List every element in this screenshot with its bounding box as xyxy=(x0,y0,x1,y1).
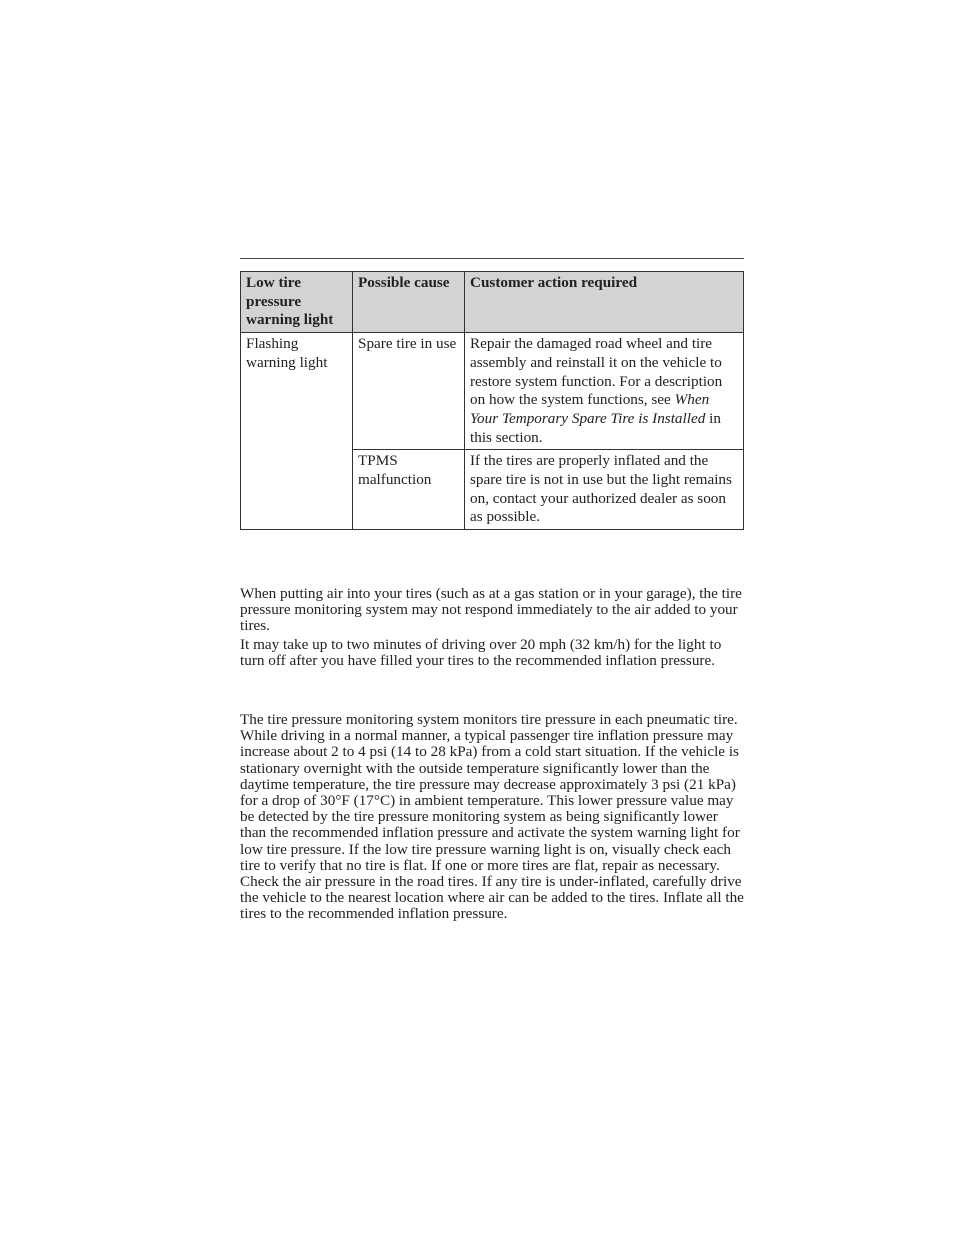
header-customer-action: Customer action required xyxy=(465,272,744,333)
header-warning-light: Low tire pressure warning light xyxy=(241,272,353,333)
top-rule xyxy=(240,258,744,259)
action-text: Repair the damaged road wheel and tire assembly and reinstall it on the vehicle to restore system function. For a description on how the system functions, see xyxy=(470,335,723,409)
action-cell xyxy=(465,333,744,450)
tpms-warning-table xyxy=(240,271,744,530)
table-header-row xyxy=(241,272,744,333)
cause-cell: Spare tire in use xyxy=(353,333,465,450)
section-reference: When Your Temporary Spare Tire is Installed xyxy=(470,391,710,427)
warning-light-cell: Flashing warning light xyxy=(241,333,353,530)
action-cell: If the tires are properly inflated and the spare tire is not in use but the light remains on, contact your authorized dealer as soon as possible. xyxy=(465,450,744,530)
action-text-end: in this section. xyxy=(470,409,721,446)
paragraph-light-off: It may take up to two minutes of driving over 20 mph (32 km/h) for the light to turn off after you have filled your tires to the recommended inflation pressure. xyxy=(240,636,722,670)
paragraph-air-fill: When putting air into your tires (such as at a gas station or in your garage), the tire pressure monitoring system may not respond immediately to the air added to your tires. xyxy=(240,585,742,635)
cause-cell: TPMS malfunction xyxy=(353,450,465,530)
header-possible-cause: Possible cause xyxy=(353,272,465,333)
paragraph-temperature: The tire pressure monitoring system monitors tire pressure in each pneumatic tire. While driving in a normal manner, a typical passenger tire inflation pressure may increase about 2 to 4 psi (14 to 28 kPa) from a cold start situation. If the vehicle is stationary overnight with the outside temperature significantly lower than the daytime temperature, the tire pressure may decrease approximately 3 psi (21 kPa) for a drop of 30°F (17°C) in ambient temperature. This lower pressure value may be detected by the tire pressure monitoring system as being significantly lower than the recommended inflation pressure and activate the system warning light for low tire pressure. If the low tire pressure warning light is on, visually check each tire to verify that no tire is flat. If one or more tires are flat, repair as necessary. Check the air pressure in the road tires. If any tire is under-inflated, carefully drive the vehicle to the nearest location where air can be added to the tires. Inflate all the tires to the recommended inflation pressure. xyxy=(240,711,744,923)
table-row xyxy=(241,333,744,450)
